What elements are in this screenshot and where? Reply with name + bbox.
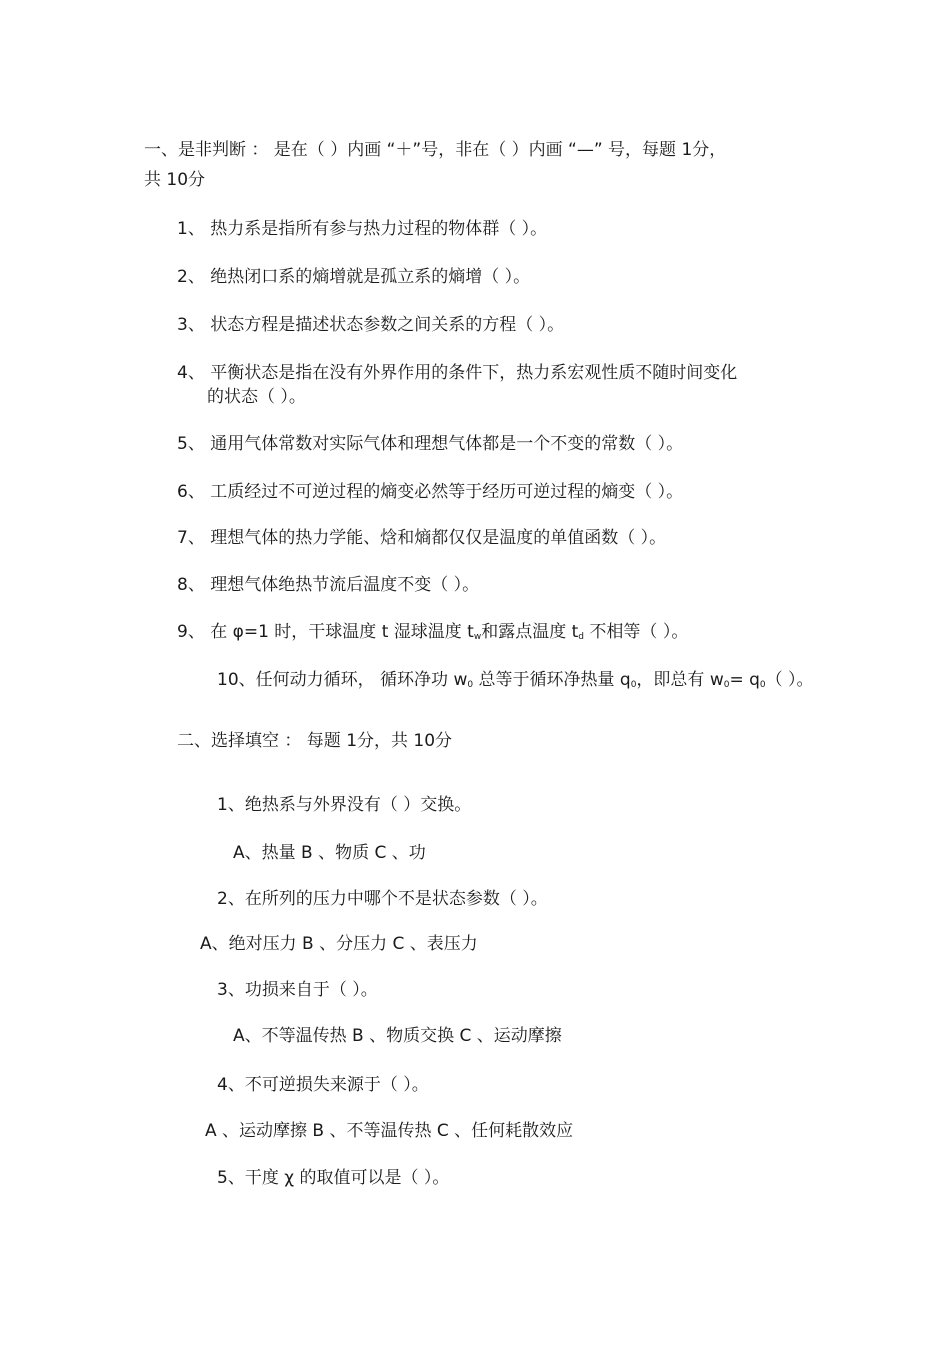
- question-10-text-b: 总等于循环净热量 q: [473, 670, 631, 690]
- choice-options-2: A、绝对压力 B 、分压力 C 、表压力: [200, 934, 478, 954]
- question-9-text-c: 不相等（ ）。: [584, 622, 689, 642]
- section1-heading: 一、是非判断 ： 是在（ ）内画 “＋”号，非在（ ）内画 “—” 号，每题 1分，: [144, 140, 727, 160]
- question-8: 8、 理想气体绝热节流后温度不变（ ）。: [177, 575, 480, 595]
- question-10-text-a: 10、任何动力循环， 循环净功 w: [217, 670, 468, 690]
- choice-options-1: A、热量 B 、物质 C 、功: [233, 843, 426, 863]
- section1-heading-cont: 共 10分: [144, 170, 206, 190]
- question-9-text-b: 和露点温度 t: [481, 622, 579, 642]
- subscript-0: 0: [723, 680, 730, 690]
- choice-question-1: 1、绝热系与外界没有（ ）交换。: [217, 795, 472, 815]
- choice-options-3: A、不等温传热 B 、物质交换 C 、运动摩擦: [233, 1026, 562, 1046]
- question-4-line2: 的状态（ ）。: [207, 387, 306, 407]
- question-9-text-a: 9、 在 φ=1 时，干球温度 t 湿球温度 t: [177, 622, 474, 642]
- question-4-line1: 4、 平衡状态是指在没有外界作用的条件下，热力系宏观性质不随时间变化: [177, 363, 738, 383]
- choice-question-3: 3、功损来自于（ ）。: [217, 980, 378, 1000]
- subscript-w: w: [473, 632, 482, 642]
- question-10: [217, 669, 814, 696]
- question-6: 6、 工质经过不可逆过程的熵变必然等于经历可逆过程的熵变（ ）。: [177, 482, 684, 502]
- choice-question-5: 5、干度 χ 的取值可以是（ ）。: [217, 1168, 450, 1188]
- subscript-d: d: [578, 632, 585, 642]
- question-7: 7、 理想气体的热力学能、焓和熵都仅仅是温度的单值函数（ ）。: [177, 528, 667, 548]
- subscript-0: 0: [759, 680, 766, 690]
- question-3: 3、 状态方程是描述状态参数之间关系的方程（ ）。: [177, 315, 565, 335]
- question-10-text-c: ，即总有 w: [636, 670, 724, 690]
- section2-heading: 二、选择填空 ： 每题 1分，共 10分: [177, 731, 453, 751]
- question-1: 1、 热力系是指所有参与热力过程的物体群（ ）。: [177, 219, 548, 239]
- question-10-text-e: （ ）。: [765, 670, 814, 690]
- question-9: [177, 621, 688, 648]
- question-10-text-d: = q: [729, 670, 760, 690]
- choice-options-4: A 、运动摩擦 B 、不等温传热 C 、任何耗散效应: [205, 1121, 574, 1141]
- subscript-0: 0: [630, 680, 637, 690]
- choice-question-2: 2、在所列的压力中哪个不是状态参数（ ）。: [217, 889, 548, 909]
- question-2: 2、 绝热闭口系的熵增就是孤立系的熵增（ ）。: [177, 267, 531, 287]
- choice-question-4: 4、不可逆损失来源于（ ）。: [217, 1075, 429, 1095]
- question-5: 5、 通用气体常数对实际气体和理想气体都是一个不变的常数（ ）。: [177, 434, 684, 454]
- subscript-0: 0: [467, 680, 474, 690]
